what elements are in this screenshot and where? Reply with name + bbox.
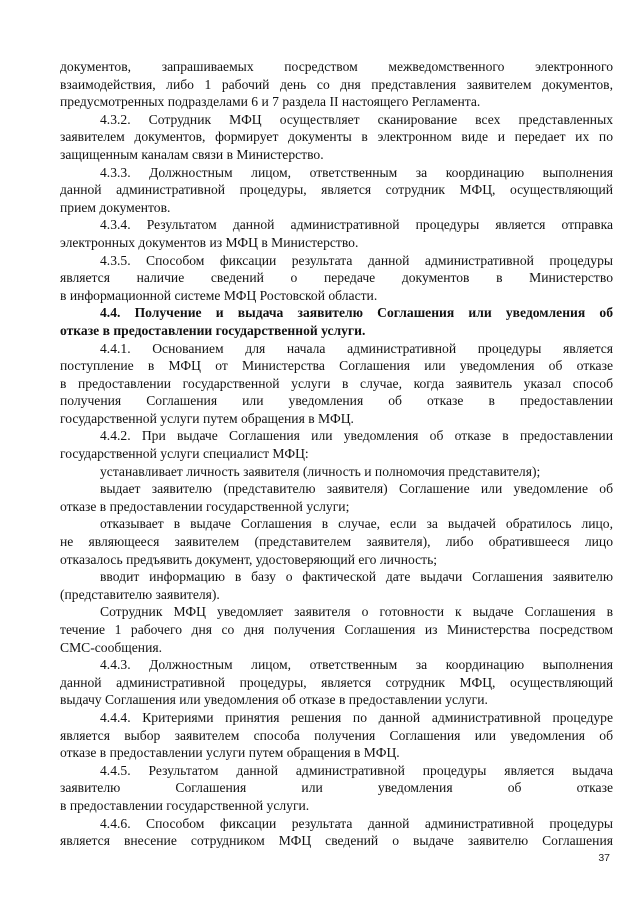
paragraph-line: 4.4.5. Результатом данной административной процедуры является выдача bbox=[100, 762, 613, 778]
paragraph-line: предусмотренных подразделами 6 и 7 раздела II настоящего Регламента. bbox=[60, 94, 481, 110]
paragraph-line: государственной услуги специалист МФЦ: bbox=[60, 446, 309, 462]
paragraph-line: 4.3.4. Результатом данной административной процедуры является отправка bbox=[100, 217, 613, 233]
paragraph-line: 4.4.6. Способом фиксации результата данной административной процедуры bbox=[100, 815, 613, 831]
paragraph-line: является выбор заявителем способа получения Соглашения или уведомления об bbox=[60, 727, 613, 743]
paragraph-line: заявителем документов, формирует документы в электронном виде и передает их по bbox=[60, 129, 613, 145]
paragraph-line: выдачу Соглашения или уведомления об отказе в предоставлении услуги. bbox=[60, 692, 488, 708]
paragraph-line: взаимодействия, либо 1 рабочий день со дня представления заявителем документов, bbox=[60, 76, 613, 92]
section-heading-line: отказе в предоставлении государственной услуги. bbox=[60, 322, 366, 338]
paragraph-line: отказе в предоставлении государственной услуги; bbox=[60, 498, 350, 514]
document-body bbox=[60, 58, 613, 850]
paragraph-line: устанавливает личность заявителя (личность и полномочия представителя); bbox=[100, 463, 541, 479]
paragraph-line: вводит информацию в базу о фактической дате выдачи Соглашения заявителю bbox=[100, 569, 613, 585]
paragraph-line: получения Соглашения или уведомления об отказе в предоставлении bbox=[60, 393, 613, 409]
paragraph-line: данной административной процедуры, является сотрудник МФЦ, осуществляющий bbox=[60, 674, 613, 690]
page-number: 37 bbox=[598, 852, 610, 864]
paragraph-line: отказалось предъявить документ, удостоверяющий его личность; bbox=[60, 551, 438, 567]
paragraph-line: не являющееся заявителем (представителем заявителя), либо обратившееся лицо bbox=[60, 534, 613, 550]
paragraph-line: в информационной системе МФЦ Ростовской области. bbox=[60, 287, 378, 303]
paragraph-line: (представителю заявителя). bbox=[60, 586, 220, 602]
paragraph-line: 4.3.5. Способом фиксации результата данной административной процедуры bbox=[100, 252, 613, 268]
paragraph-line: документов, запрашиваемых посредством межведомственного электронного bbox=[60, 59, 613, 74]
paragraph-line: 4.3.2. Сотрудник МФЦ осуществляет сканирование всех представленных bbox=[100, 111, 613, 127]
paragraph-line: прием документов. bbox=[60, 199, 171, 215]
paragraph-line: государственной услуги путем обращения в МФЦ. bbox=[60, 410, 354, 426]
paragraph-line: в предоставлении государственной услуги в случае, когда заявитель указал способ bbox=[60, 375, 613, 391]
paragraph-line: 4.4.1. Основанием для начала административной процедуры является bbox=[100, 340, 613, 356]
paragraph-line: 4.3.3. Должностным лицом, ответственным за координацию выполнения bbox=[100, 164, 613, 180]
paragraph-line: выдает заявителю (представителю заявителя) Соглашение или уведомление об bbox=[100, 481, 613, 497]
paragraph-line: является внесение сотрудником МФЦ сведений о выдаче заявителю Соглашения bbox=[60, 833, 613, 849]
paragraph-line: электронных документов из МФЦ в Министерство. bbox=[60, 234, 359, 250]
section-heading-line: 4.4. Получение и выдача заявителю Соглашения или уведомления об bbox=[100, 305, 613, 321]
paragraph-line: отказе в предоставлении услуги путем обращения в МФЦ. bbox=[60, 745, 400, 761]
paragraph-line: СМС-сообщения. bbox=[60, 639, 162, 655]
paragraph-line: поступление в МФЦ от Министерства Соглашения или уведомления об отказе bbox=[60, 358, 613, 374]
paragraph-line: отказывает в выдаче Соглашения в случае, если за выдачей обратилось лицо, bbox=[100, 516, 613, 532]
paragraph-line: данной административной процедуры, является сотрудник МФЦ, осуществляющий bbox=[60, 182, 613, 198]
paragraph-line: течение 1 рабочего дня со дня получения Соглашения из Министерства посредством bbox=[60, 622, 613, 637]
paragraph-line: в предоставлении государственной услуги. bbox=[60, 797, 310, 813]
paragraph-line: 4.4.4. Критериями принятия решения по данной административной процедуре bbox=[100, 709, 613, 725]
paragraph-line: Сотрудник МФЦ уведомляет заявителя о готовности к выдаче Соглашения в bbox=[100, 604, 613, 620]
paragraph-line: защищенным каналам связи в Министерство. bbox=[60, 146, 324, 162]
paragraph-line: является наличие сведений о передаче документов в Министерство bbox=[60, 270, 613, 286]
paragraph-line: 4.4.2. При выдаче Соглашения или уведомления об отказе в предоставлении bbox=[100, 428, 613, 444]
paragraph-line: 4.4.3. Должностным лицом, ответственным за координацию выполнения bbox=[100, 657, 613, 673]
paragraph-line: заявителю Соглашения или уведомления об отказе bbox=[60, 780, 613, 796]
